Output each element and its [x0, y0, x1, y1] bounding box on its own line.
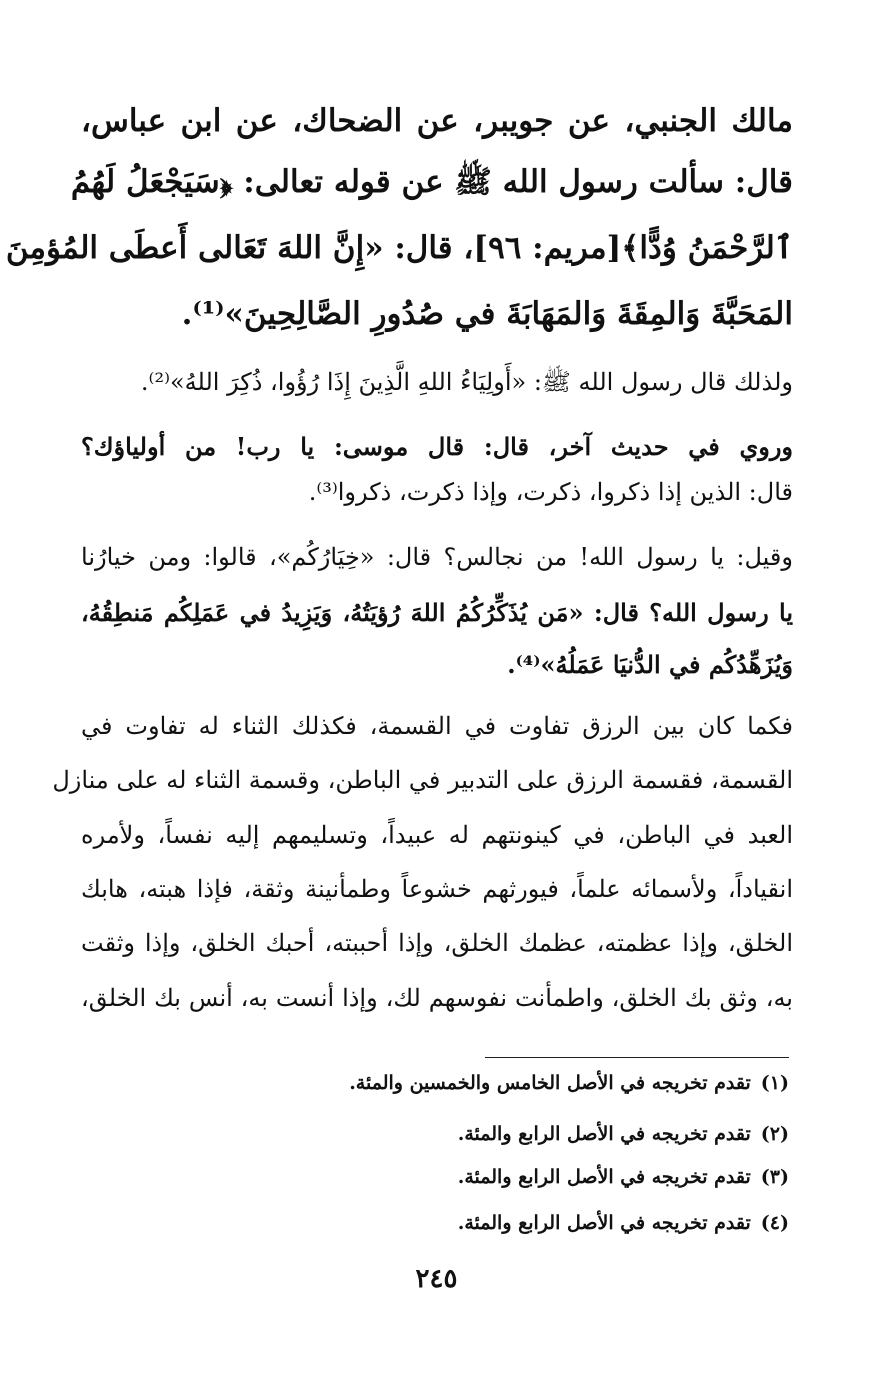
footnote: [458, 1123, 789, 1145]
text-line: وروي في حديث آخر، قال: قال موسى: يا رب! من أولياؤك؟: [81, 432, 794, 461]
footnote-number: (٢): [760, 1123, 789, 1145]
footnote-number: (١): [760, 1072, 789, 1094]
text-line: ولذلك قال رسول الله ﷺ: «أَولِيَاءُ اللهِ الَّذِينَ إِذَا رُؤُوا، ذُكِرَ اللهُ»⁽²⁾.: [140, 368, 793, 396]
text-line: قال: سألت رسول الله ﷺ عن قوله تعالى: ﴿سَيَجْعَلُ لَهُمُ: [70, 164, 793, 200]
text-line: مالك الجنبي، عن جويبر، عن الضحاك، عن ابن عباس،: [81, 103, 793, 139]
page-number: ٢٤٥: [415, 1264, 458, 1294]
text-line: ٱلرَّحْمَنُ وُدًّا﴾[مريم: ٩٦]، قال: «إِنَّ اللهَ تَعَالى أَعطَى المُؤمِنَ: [5, 230, 793, 266]
footnote-separator: [485, 1057, 789, 1058]
footnote-text: تقدم تخريجه في الأصل الرابع والمئة.: [457, 1166, 751, 1188]
text-line: الخلق، وإذا عظمته، عظمك الخلق، وإذا أحببته، أحبك الخلق، وإذا وثقت: [81, 929, 793, 957]
text-line: به، وثق بك الخلق، واطمأنت نفوسهم لك، وإذا أنست به، أنس بك الخلق،: [81, 984, 793, 1012]
footnote-number: (٤): [760, 1212, 789, 1234]
footnote: [458, 1166, 789, 1188]
footnote-text: تقدم تخريجه في الأصل الرابع والمئة.: [457, 1212, 751, 1234]
text-line: وَيُزَهِّدُكُم في الدُّنيَا عَمَلُهُ»⁽⁴⁾.: [507, 650, 793, 679]
footnote: [349, 1072, 789, 1094]
footnote-text: تقدم تخريجه في الأصل الخامس والخمسين والمئة.: [349, 1072, 751, 1094]
text-line: القسمة، فقسمة الرزق على التدبير في الباطن، وقسمة الثناء له على منازل: [52, 766, 793, 794]
text-line: قال: الذين إذا ذكروا، ذكرت، وإذا ذكرت، ذكروا⁽³⁾.: [308, 478, 793, 506]
footnote: [458, 1212, 789, 1234]
text-line: فكما كان بين الرزق تفاوت في القسمة، فكذلك الثناء له تفاوت في: [81, 712, 793, 740]
text-line: يا رسول الله؟ قال: «مَن يُذَكِّرُكُمُ اللهَ رُؤيَتُهُ، وَيَزِيدُ في عَمَلِكُم مَنطِقُهُ،: [81, 598, 793, 627]
text-line: انقياداً، ولأسمائه علماً، فيورثهم خشوعاً وطمأنينة وثقة، فإذا هبته، هابك: [81, 875, 793, 903]
footnote-number: (٣): [760, 1166, 789, 1188]
footnote-text: تقدم تخريجه في الأصل الرابع والمئة.: [457, 1123, 751, 1145]
text-line: وقيل: يا رسول الله! من نجالس؟ قال: «خِيَارُكُم»، قالوا: ومن خيارُنا: [81, 543, 793, 571]
text-line: العبد في الباطن، في كينونتهم له عبيداً، وتسليمهم إليه نفساً، ولأمره: [81, 821, 793, 849]
text-line: المَحَبَّةَ وَالمِقَةَ وَالمَهَابَةَ في صُدُورِ الصَّالِحِينَ»⁽¹⁾.: [181, 296, 793, 332]
